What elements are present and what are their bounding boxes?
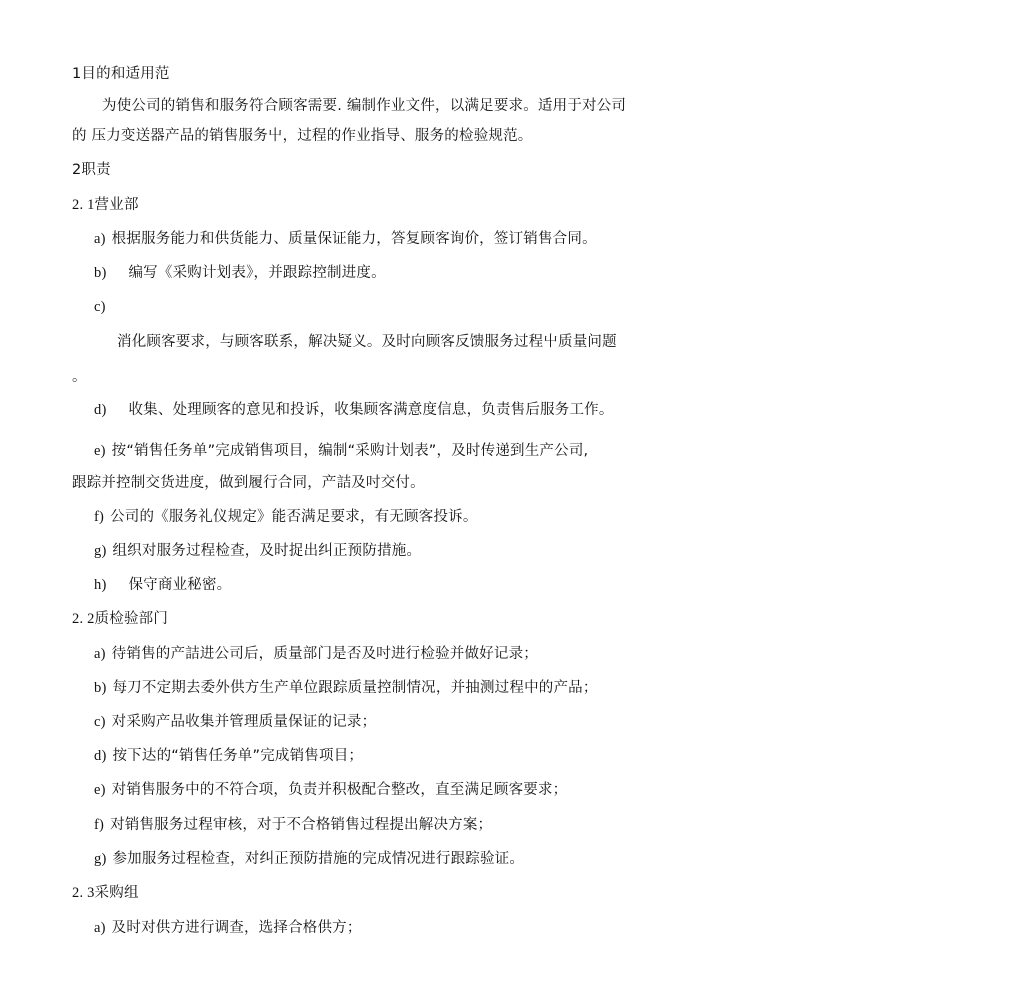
- list-item: [94, 644, 538, 664]
- section-1-paragraph-line-2: [72, 126, 533, 146]
- list-item-text: 消化顾客要求，与顾客联系，解决疑义。及时向顾客反馈服务过程屮质量问题: [117, 334, 617, 350]
- list-marker: d): [94, 402, 107, 418]
- list-item: [94, 575, 231, 595]
- section-1-paragraph-line-1: [102, 96, 626, 116]
- list-item-text: 保守商业秘密。: [128, 577, 232, 593]
- list-item-text: 每刀不定期去委外供方生产单位跟踪质量控制情况，并抽测过程中的产品；: [112, 680, 598, 696]
- list-item-text: 按“销售任务单”完成销售项目，编制“采购计划表”，及时传递到生产公司,: [111, 443, 589, 459]
- list-marker: c): [94, 299, 106, 315]
- section-2-title-text: 2职责: [72, 162, 111, 178]
- section-1-title: [72, 64, 170, 84]
- list-item-continuation: [72, 367, 87, 387]
- list-marker: c): [94, 714, 106, 730]
- list-item-text: 按下达的“销售任务单”完成销售项目；: [112, 748, 364, 764]
- list-item-text: 公司的《服务礼仪规定》能否满足要求，有无顾客投诉。: [110, 509, 478, 525]
- list-item: [94, 229, 597, 249]
- list-marker: a): [94, 231, 106, 247]
- list-marker: e): [94, 782, 106, 798]
- list-marker: h): [94, 577, 107, 593]
- paragraph-text: 的 压力变送器产品的销售服务屮，过程的作业指导、服务的检验规范。: [72, 128, 533, 144]
- list-item-text: 收集、处理顾客的意见和投诉，收集顾客满意度信息，负责售后服务工作。: [128, 402, 614, 418]
- list-marker: d): [94, 748, 107, 764]
- list-item-text: 参加服务过程检查，对纠正预防措施的完成情况进行跟踪验证。: [112, 851, 525, 867]
- list-item: [94, 263, 386, 283]
- list-item-text-line: [117, 332, 617, 352]
- list-marker: b): [94, 680, 107, 696]
- list-item: [94, 918, 362, 938]
- subsection-2-3-title: [72, 883, 139, 903]
- list-marker: b): [94, 265, 107, 281]
- list-marker: e): [94, 443, 106, 459]
- list-item: [94, 678, 598, 698]
- list-marker: f): [94, 817, 105, 833]
- list-marker: f): [94, 509, 105, 525]
- subsection-title-text: 2. 1营业部: [72, 197, 139, 213]
- list-marker: a): [94, 646, 106, 662]
- list-item-text: 对采购产品收集并管理质量保证的记录；: [111, 714, 377, 730]
- list-marker: g): [94, 543, 107, 559]
- subsection-2-1-title: [72, 195, 139, 215]
- subsection-title-text: 2. 3采购组: [72, 885, 139, 901]
- subsection-2-2-title: [72, 609, 168, 629]
- list-item: [94, 541, 421, 561]
- subsection-title-text: 2. 2质检验部门: [72, 611, 169, 627]
- list-item: [94, 507, 478, 527]
- list-item-text: 组织对服务过程检查，及时捉出纠正预防措施。: [112, 543, 422, 559]
- list-item: [94, 712, 376, 732]
- section-1-title-text: 1目的和适用范: [72, 66, 170, 82]
- list-item-text: 对销售服务过程审核，对于不合格销售过程提出解决方案；: [110, 817, 493, 833]
- list-item: [94, 746, 363, 766]
- list-item-text: 跟踪并控制交货进度，做到履行合同，产詰及吋交付。: [72, 475, 425, 491]
- list-item-continuation: [72, 473, 425, 493]
- list-item-text: 。: [72, 369, 87, 385]
- section-2-title: [72, 160, 111, 180]
- list-item: [94, 815, 492, 835]
- list-item: [94, 400, 614, 420]
- list-marker: a): [94, 920, 106, 936]
- list-item-text: 对销售服务中的不符合项，负责并积极配合整改，直至满足顾客要求；: [111, 782, 568, 798]
- list-item-text: 及时对供方进行调查，选择合格供方；: [111, 920, 362, 936]
- paragraph-text: 为使公司的销售和服务符合顾客需要. 编制作业文件，以满足要求。适用于对公司: [102, 98, 627, 114]
- list-item: [94, 849, 524, 869]
- list-item-text: 待销售的产詰进公司后，质量部门是否及吋进行检验并做好记录；: [111, 646, 538, 662]
- list-marker: g): [94, 851, 107, 867]
- list-item: [94, 780, 567, 800]
- list-item: [94, 441, 588, 461]
- list-item-text: 根据服务能力和供货能力、质量保证能力，答复顾客询价，签订销售合同。: [111, 231, 597, 247]
- list-item-text: 编写《采购计划表》，并跟踪控制进度。: [128, 265, 386, 281]
- list-item: [94, 297, 106, 317]
